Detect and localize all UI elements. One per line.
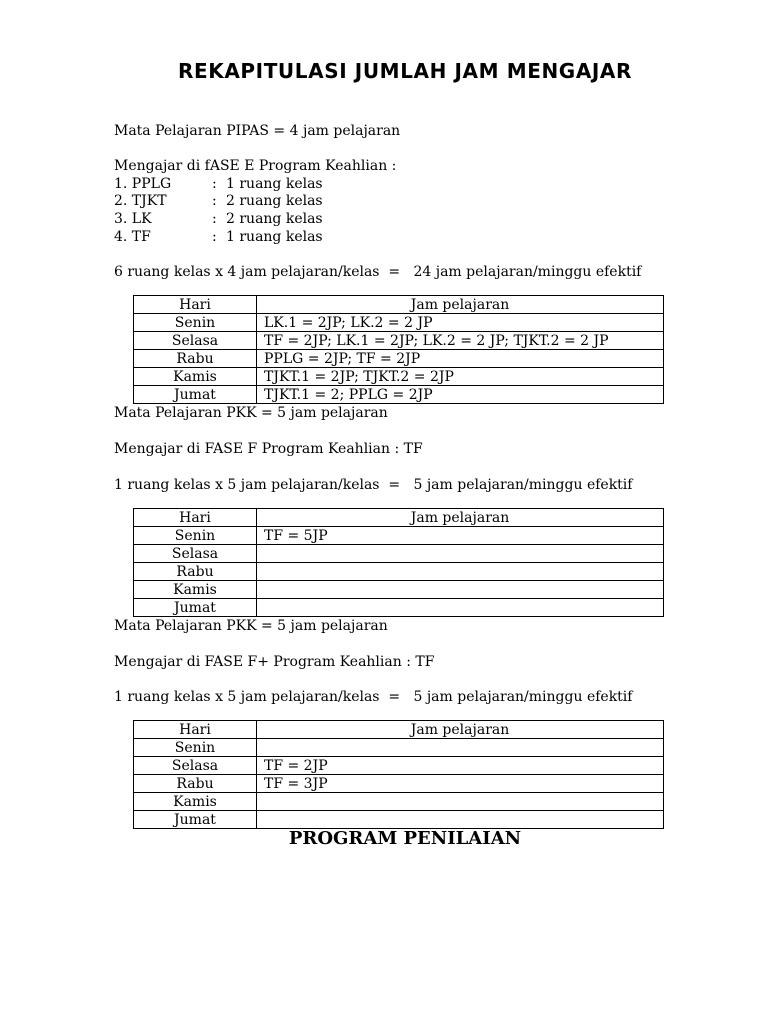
list-item xyxy=(114,175,323,193)
table-row xyxy=(134,314,664,332)
list-item-value: 1 ruang kelas xyxy=(226,229,323,245)
header-day: Hari xyxy=(134,296,257,314)
table-row xyxy=(134,793,664,811)
list-item-label: 1. PPLG xyxy=(114,176,172,192)
list-item-label: 4. TF xyxy=(114,229,151,245)
jp-cell: TF = 3JP xyxy=(257,775,664,793)
jp-cell: LK.1 = 2JP; LK.2 = 2 JP xyxy=(257,314,664,332)
day-cell: Selasa xyxy=(134,545,257,563)
list-item-separator: : xyxy=(212,211,217,227)
list-item-value: 2 ruang kelas xyxy=(226,193,323,209)
day-cell: Senin xyxy=(134,527,257,545)
table-header-row xyxy=(134,296,664,314)
list-item-value: 1 ruang kelas xyxy=(226,176,323,192)
formula-line: 1 ruang kelas x 5 jam pelajaran/kelas = 5 jam pelajaran/minggu efektif xyxy=(114,477,633,493)
header-jp: Jam pelajaran xyxy=(257,509,664,527)
subject-line: Mata Pelajaran PKK = 5 jam pelajaran xyxy=(114,405,388,421)
list-item-separator: : xyxy=(212,193,217,209)
table-row xyxy=(134,599,664,617)
day-cell: Senin xyxy=(134,739,257,757)
table-row xyxy=(134,739,664,757)
jp-cell xyxy=(257,563,664,581)
jp-cell: TJKT.1 = 2JP; TJKT.2 = 2JP xyxy=(257,368,664,386)
list-item xyxy=(114,228,323,246)
table-row xyxy=(134,581,664,599)
subject-line: Mata Pelajaran PKK = 5 jam pelajaran xyxy=(114,618,388,634)
table-row xyxy=(134,386,664,404)
table-row xyxy=(134,775,664,793)
day-cell: Kamis xyxy=(134,368,257,386)
jp-cell: PPLG = 2JP; TF = 2JP xyxy=(257,350,664,368)
jp-cell xyxy=(257,811,664,829)
table-row xyxy=(134,350,664,368)
table-header-row xyxy=(134,721,664,739)
table-row xyxy=(134,545,664,563)
day-cell: Kamis xyxy=(134,581,257,599)
phase-line: Mengajar di FASE F+ Program Keahlian : TF xyxy=(114,654,435,670)
list-item-value: 2 ruang kelas xyxy=(226,211,323,227)
table-row xyxy=(134,563,664,581)
jp-cell: TF = 5JP xyxy=(257,527,664,545)
list-item-separator: : xyxy=(212,229,217,245)
jp-cell: TJKT.1 = 2; PPLG = 2JP xyxy=(257,386,664,404)
jp-cell: TF = 2JP; LK.1 = 2JP; LK.2 = 2 JP; TJKT.2 = 2 JP xyxy=(257,332,664,350)
formula-line: 6 ruang kelas x 4 jam pelajaran/kelas = 24 jam pelajaran/minggu efektif xyxy=(114,264,642,280)
jp-cell xyxy=(257,581,664,599)
header-jp: Jam pelajaran xyxy=(257,296,664,314)
list-item-label: 3. LK xyxy=(114,211,152,227)
table-row xyxy=(134,527,664,545)
formula-line: 1 ruang kelas x 5 jam pelajaran/kelas = 5 jam pelajaran/minggu efektif xyxy=(114,689,633,705)
phase-line: Mengajar di fASE E Program Keahlian : xyxy=(114,158,397,174)
page-title: REKAPITULASI JUMLAH JAM MENGAJAR xyxy=(177,59,633,83)
table-row xyxy=(134,332,664,350)
header-day: Hari xyxy=(134,509,257,527)
header-jp: Jam pelajaran xyxy=(257,721,664,739)
jp-cell xyxy=(257,739,664,757)
phase-line: Mengajar di FASE F Program Keahlian : TF xyxy=(114,441,423,457)
jp-cell xyxy=(257,545,664,563)
jp-cell xyxy=(257,599,664,617)
list-item xyxy=(114,210,323,228)
schedule-table xyxy=(133,508,664,617)
header-day: Hari xyxy=(134,721,257,739)
day-cell: Selasa xyxy=(134,332,257,350)
schedule-table xyxy=(133,295,664,404)
day-cell: Jumat xyxy=(134,599,257,617)
list-item-separator: : xyxy=(212,176,217,192)
subject-line: Mata Pelajaran PIPAS = 4 jam pelajaran xyxy=(114,123,401,139)
day-cell: Senin xyxy=(134,314,257,332)
schedule-table xyxy=(133,720,664,829)
table-row xyxy=(134,811,664,829)
day-cell: Jumat xyxy=(134,811,257,829)
table-row xyxy=(134,368,664,386)
day-cell: Rabu xyxy=(134,350,257,368)
jp-cell: TF = 2JP xyxy=(257,757,664,775)
day-cell: Selasa xyxy=(134,757,257,775)
section-heading: PROGRAM PENILAIAN xyxy=(288,828,522,849)
list-item-label: 2. TJKT xyxy=(114,193,167,209)
day-cell: Rabu xyxy=(134,563,257,581)
day-cell: Kamis xyxy=(134,793,257,811)
table-header-row xyxy=(134,509,664,527)
jp-cell xyxy=(257,793,664,811)
day-cell: Jumat xyxy=(134,386,257,404)
day-cell: Rabu xyxy=(134,775,257,793)
table-row xyxy=(134,757,664,775)
list-item xyxy=(114,192,323,210)
